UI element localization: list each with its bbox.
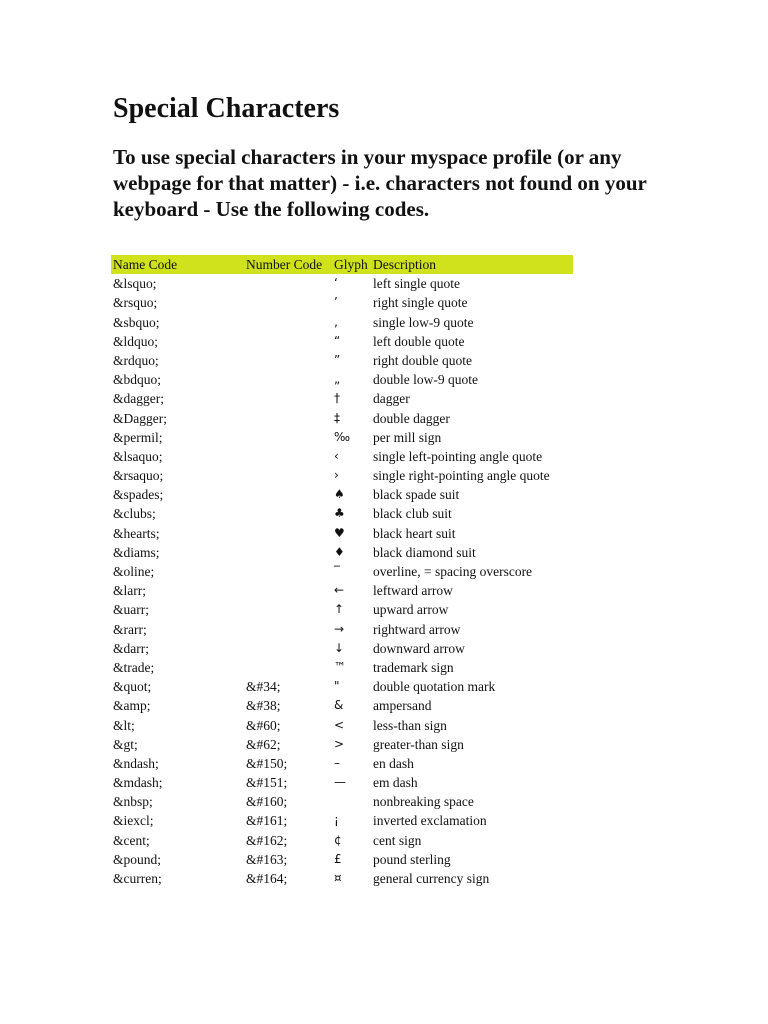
cell-glyph: †	[334, 391, 340, 406]
cell-glyph: ›	[334, 468, 339, 483]
cell-description: greater-than sign	[373, 736, 464, 752]
cell-name-code: &uarr;	[113, 602, 149, 618]
table-row	[111, 850, 573, 869]
cell-glyph: ‾	[334, 564, 340, 578]
cell-glyph: ¢	[334, 832, 342, 847]
cell-number-code: &#163;	[246, 851, 288, 867]
table-row	[111, 600, 573, 619]
cell-name-code: &mdash;	[113, 775, 163, 791]
cell-glyph: —	[334, 775, 346, 790]
table-row	[111, 293, 573, 312]
cell-description: black club suit	[373, 506, 452, 522]
cell-description: em dash	[373, 775, 418, 791]
cell-glyph: ↓	[334, 640, 345, 655]
cell-description: less-than sign	[373, 717, 447, 733]
table-row	[111, 754, 573, 773]
cell-glyph: ‡	[334, 410, 340, 425]
cell-number-code: &#161;	[246, 813, 288, 829]
header-description: Description	[373, 257, 436, 272]
cell-name-code: &rsaquo;	[113, 468, 164, 484]
cell-name-code: &Dagger;	[113, 410, 167, 426]
cell-glyph: ‘	[334, 276, 338, 291]
cell-number-code: &#164;	[246, 871, 288, 886]
cell-description: right single quote	[373, 295, 468, 311]
cell-number-code: &#62;	[246, 736, 281, 752]
cell-glyph: ♦	[334, 544, 345, 559]
cell-name-code: &lsquo;	[113, 276, 157, 292]
special-characters-table	[111, 255, 573, 888]
cell-glyph: ¡	[334, 813, 339, 828]
cell-glyph: ♠	[334, 487, 345, 502]
cell-glyph: →	[334, 621, 345, 636]
header-glyph: Glyph	[334, 257, 368, 272]
table-row	[111, 869, 573, 888]
cell-name-code: &diams;	[113, 544, 160, 560]
cell-glyph: <	[334, 717, 345, 732]
cell-number-code: &#38;	[246, 698, 281, 714]
table-row	[111, 658, 573, 677]
table-row	[111, 716, 573, 735]
cell-description: en dash	[373, 755, 414, 771]
cell-glyph: ‹	[334, 448, 339, 463]
table-row	[111, 370, 573, 389]
cell-number-code: &#34;	[246, 679, 281, 695]
cell-glyph: "	[334, 679, 340, 694]
table-row	[111, 696, 573, 715]
cell-name-code: &nbsp;	[113, 794, 153, 810]
cell-number-code: &#60;	[246, 717, 281, 733]
cell-description: overline, = spacing overscore	[373, 564, 533, 579]
cell-glyph: ↑	[334, 602, 345, 617]
table-row	[111, 351, 573, 370]
table-row	[111, 792, 573, 811]
cell-name-code: &ndash;	[113, 755, 159, 771]
table-row	[111, 466, 573, 485]
cell-description: pound sterling	[373, 851, 451, 867]
cell-glyph: ‚	[334, 314, 338, 329]
cell-glyph: „	[334, 372, 341, 387]
cell-glyph: “	[334, 333, 341, 348]
cell-description: single low-9 quote	[373, 314, 474, 330]
cell-glyph: –	[334, 755, 340, 770]
cell-description: left double quote	[373, 333, 465, 349]
cell-number-code: &#162;	[246, 832, 288, 848]
cell-glyph: £	[334, 851, 342, 866]
cell-name-code: &lt;	[113, 717, 135, 733]
cell-description: double low-9 quote	[373, 372, 478, 388]
table-row	[111, 313, 573, 332]
header-number-code: Number Code	[246, 257, 323, 272]
cell-number-code: &#151;	[246, 775, 288, 791]
cell-name-code: &dagger;	[113, 391, 164, 407]
cell-name-code: &oline;	[113, 564, 155, 579]
cell-number-code: &#150;	[246, 755, 288, 771]
table-row	[111, 639, 573, 658]
cell-description: double quotation mark	[373, 679, 496, 695]
cell-name-code: &clubs;	[113, 506, 156, 522]
table-row	[111, 773, 573, 792]
cell-name-code: &rdquo;	[113, 352, 159, 368]
cell-description: right double quote	[373, 352, 472, 368]
cell-glyph: ”	[334, 352, 341, 367]
cell-description: general currency sign	[373, 871, 490, 886]
table-row	[111, 504, 573, 523]
cell-description: per mill sign	[373, 429, 442, 445]
cell-description: left single quote	[373, 276, 460, 292]
cell-name-code: &pound;	[113, 851, 162, 867]
table-row	[111, 811, 573, 830]
table-row	[111, 485, 573, 504]
cell-glyph: ‰	[334, 429, 351, 444]
intro-paragraph: To use special characters in your myspace profile (or any webpage for that matter) - i.e. characters not found on your keyboard - Use the following codes.	[113, 145, 647, 221]
cell-description: cent sign	[373, 832, 422, 848]
cell-name-code: &quot;	[113, 679, 152, 695]
cell-description: ampersand	[373, 698, 432, 714]
cell-description: upward arrow	[373, 602, 449, 618]
cell-description: trademark sign	[373, 659, 454, 675]
table-row	[111, 831, 573, 850]
cell-name-code: &hearts;	[113, 525, 160, 541]
cell-description: double dagger	[373, 410, 450, 426]
cell-glyph: ¤	[334, 871, 342, 885]
cell-name-code: &spades;	[113, 487, 164, 503]
table-row	[111, 677, 573, 696]
cell-name-code: &ldquo;	[113, 333, 159, 349]
cell-description: dagger	[373, 391, 410, 407]
page-title: Special Characters	[113, 93, 340, 124]
table-row	[111, 447, 573, 466]
header-name-code: Name Code	[113, 257, 178, 272]
cell-name-code: &amp;	[113, 698, 151, 714]
cell-glyph: ♣	[334, 506, 345, 521]
cell-description: nonbreaking space	[373, 794, 474, 810]
cell-name-code: &iexcl;	[113, 813, 154, 829]
cell-glyph: >	[334, 736, 345, 751]
cell-name-code: &gt;	[113, 736, 138, 752]
cell-name-code: &darr;	[113, 640, 149, 656]
table-row	[111, 581, 573, 600]
cell-description: single right-pointing angle quote	[373, 468, 550, 484]
cell-name-code: &curren;	[113, 871, 162, 886]
cell-name-code: &permil;	[113, 429, 163, 445]
table-body	[111, 274, 573, 888]
cell-glyph: ™	[334, 659, 346, 674]
cell-name-code: &lsaquo;	[113, 448, 163, 464]
cell-name-code: &larr;	[113, 583, 146, 599]
table-header-row	[111, 255, 573, 274]
table-row	[111, 524, 573, 543]
cell-glyph: &	[334, 698, 344, 713]
cell-glyph: ←	[334, 583, 345, 598]
table-row	[111, 332, 573, 351]
cell-description: rightward arrow	[373, 621, 461, 637]
cell-glyph: ’	[334, 295, 338, 310]
cell-description: downward arrow	[373, 640, 465, 656]
table-row	[111, 620, 573, 639]
table-row	[111, 274, 573, 293]
cell-description: inverted exclamation	[373, 813, 487, 829]
table-row	[111, 409, 573, 428]
cell-name-code: &sbquo;	[113, 314, 160, 330]
table-row	[111, 562, 573, 581]
cell-description: black spade suit	[373, 487, 460, 503]
cell-glyph: ♥	[334, 525, 345, 540]
cell-description: single left-pointing angle quote	[373, 448, 543, 464]
cell-name-code: &cent;	[113, 832, 150, 848]
cell-number-code: &#160;	[246, 794, 288, 810]
cell-description: leftward arrow	[373, 583, 453, 599]
cell-name-code: &rsquo;	[113, 295, 158, 311]
table-row	[111, 543, 573, 562]
cell-description: black heart suit	[373, 525, 456, 541]
table-row	[111, 428, 573, 447]
table-row	[111, 735, 573, 754]
table-row	[111, 389, 573, 408]
cell-name-code: &trade;	[113, 659, 155, 675]
cell-description: black diamond suit	[373, 544, 476, 560]
cell-name-code: &bdquo;	[113, 372, 162, 388]
cell-name-code: &rarr;	[113, 621, 147, 637]
